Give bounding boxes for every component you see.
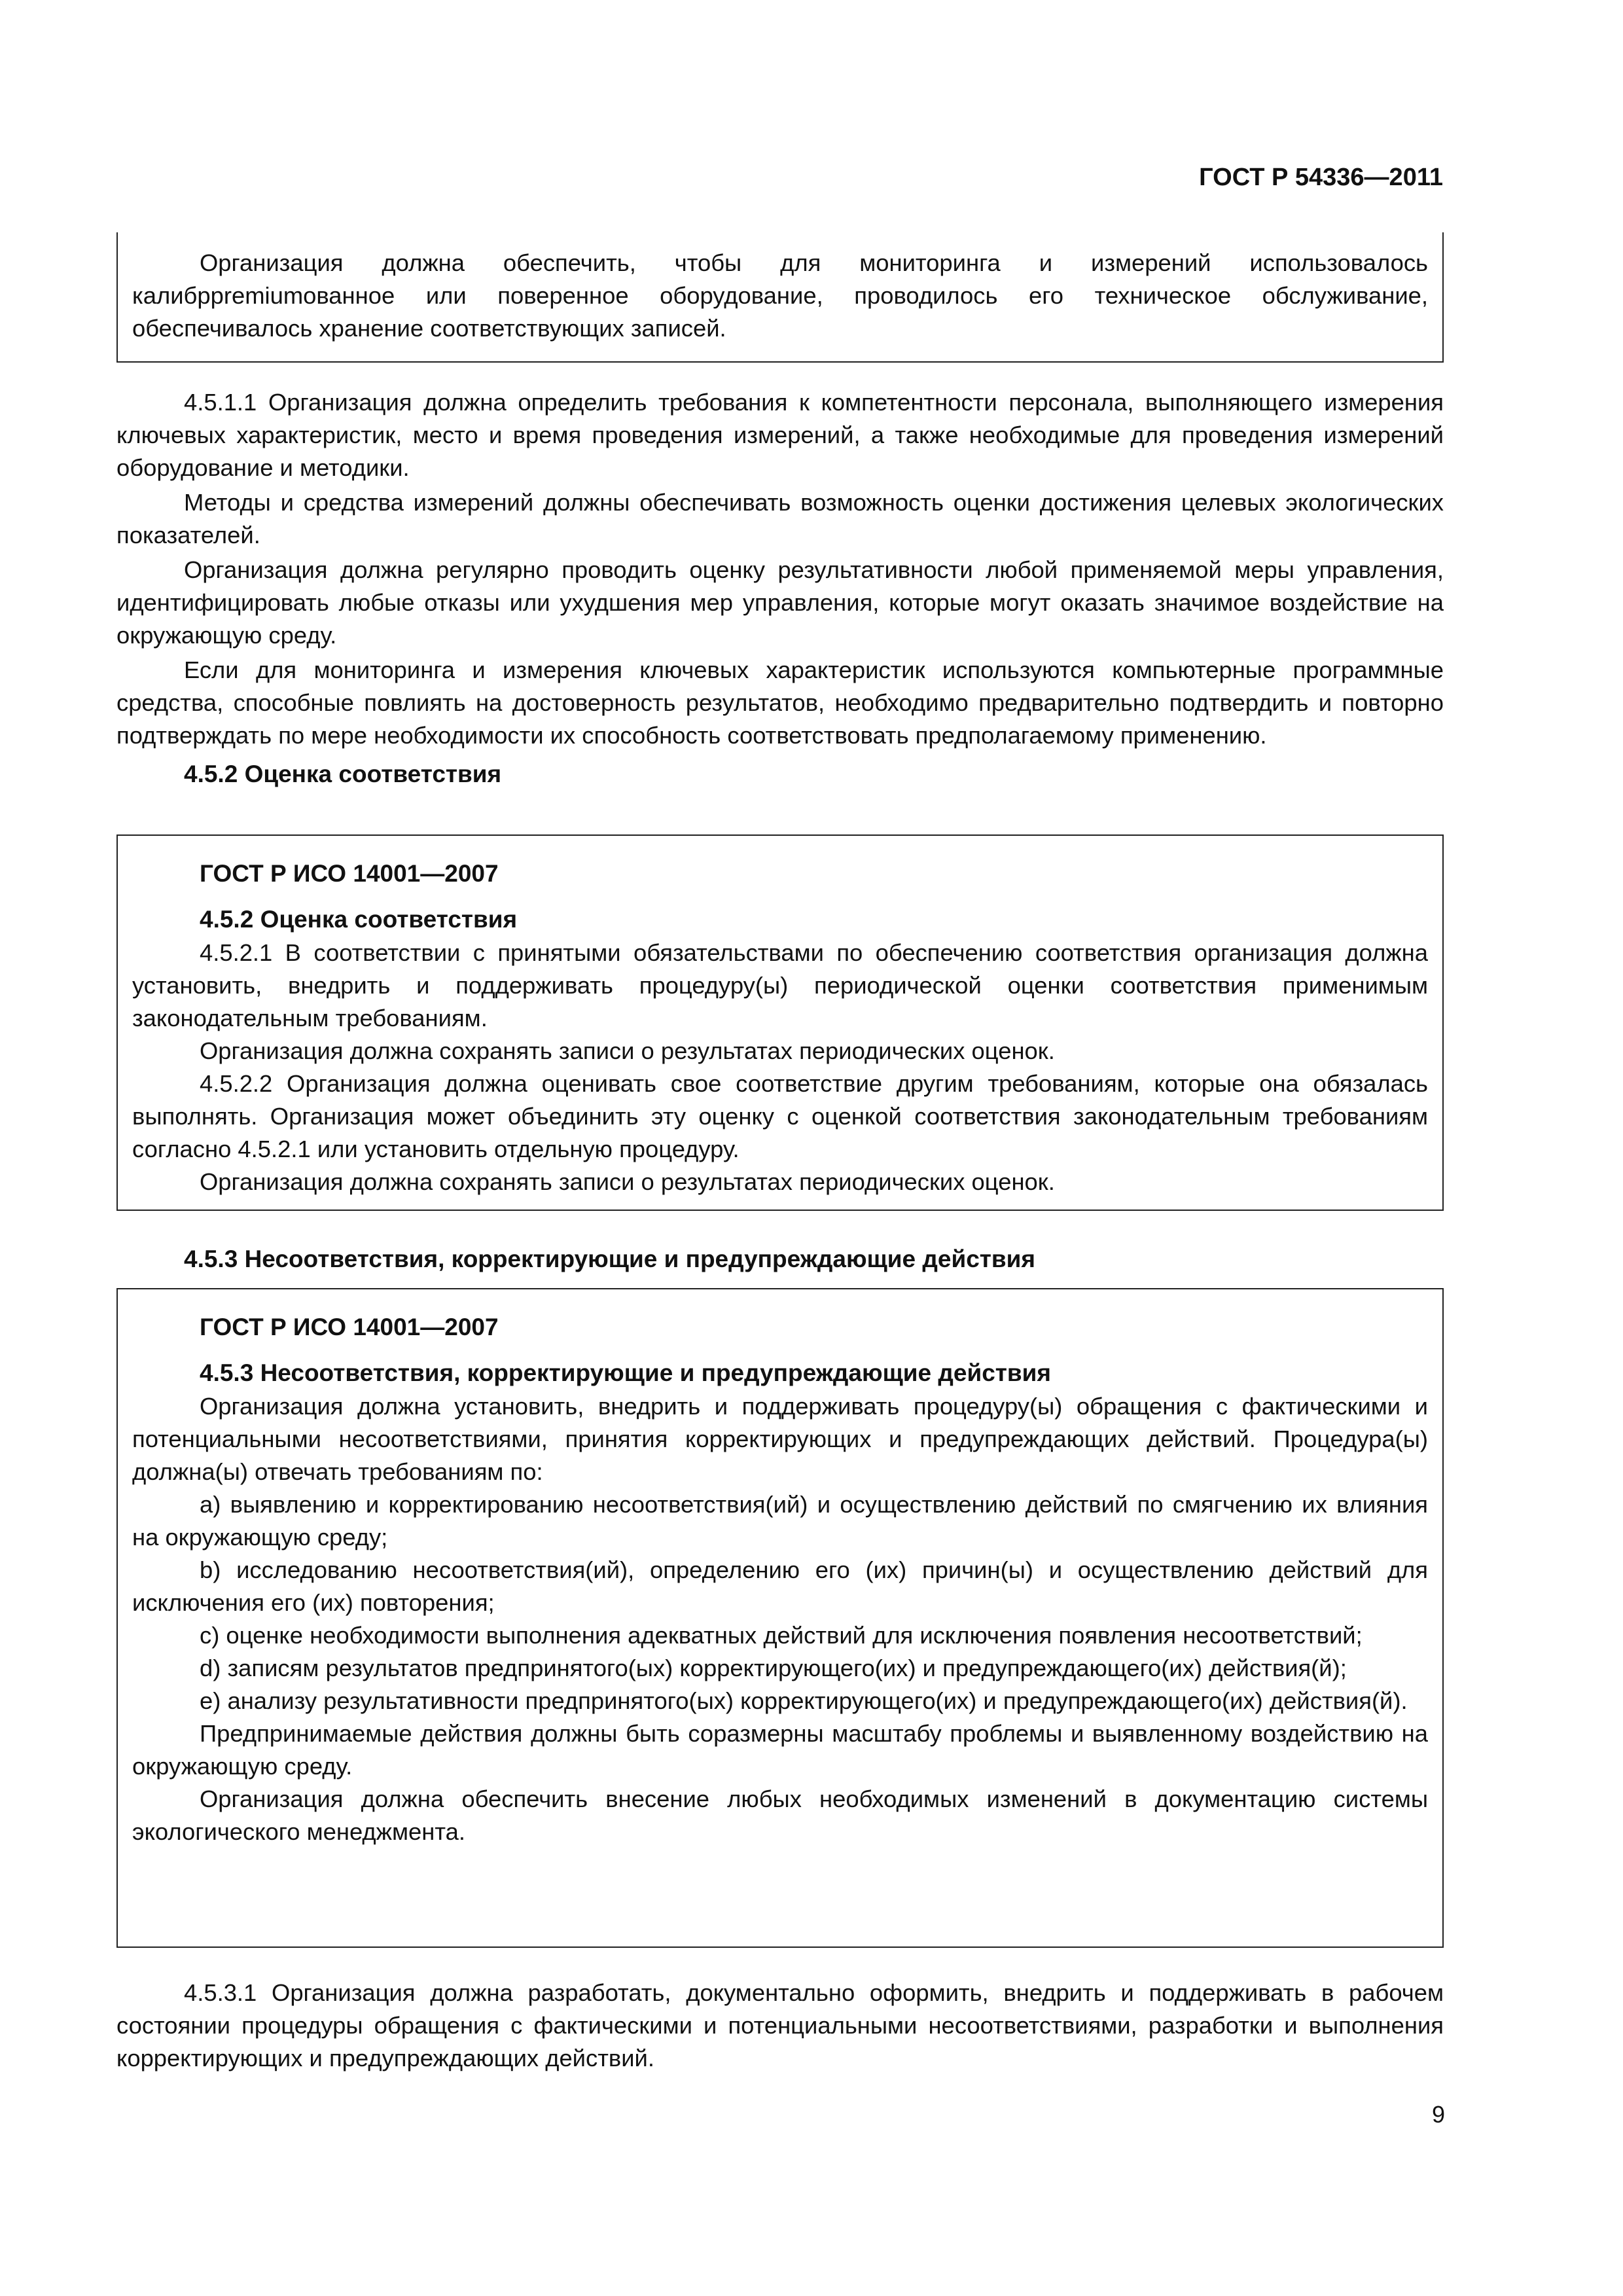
box-paragraph-intro: Организация должна установить, внедрить и поддерживать процедуру(ы) обращения с фактическими и потенциальными несоответствиями, принятия корректирующих и предупреждающих действий. Процедура(ы) должна(ы) отвечать требованиям по: bbox=[132, 1393, 1428, 1485]
quoted-standard-box-4-5-2 bbox=[116, 834, 1444, 1211]
box-paragraph-records-1: Организация должна сохранять записи о результатах периодических оценок. bbox=[200, 1037, 1055, 1064]
list-item-e: e) анализу результативности предпринятого(ых) корректирующего(их) и предупреждающего(их) действия(й). bbox=[200, 1687, 1408, 1714]
box-paragraph: Организация должна обеспечить, чтобы для мониторинга и измерений использовалось калибрpremiumованное или поверенное оборудование, проводилось его техническое обслуживание, обеспечивалось хранение соответствующих записей. bbox=[132, 249, 1428, 342]
box-heading: 4.5.2 Оценка соответствия bbox=[200, 906, 518, 933]
section-4-5-3-title-block bbox=[116, 1242, 1444, 1276]
box-paragraph-4-5-2-2: 4.5.2.2 Организация должна оценивать свое соответствие другим требованиям, которые она обязалась выполнять. Организация может объединить эту оценку с оценкой соответствия законодательным требованиям согласно 4.5.2.1 или установить отдельную процедуру. bbox=[132, 1070, 1428, 1162]
box-paragraph-4-5-2-1: 4.5.2.1 В соответствии с принятыми обязательствами по обеспечению соответствия организация должна установить, внедрить и поддерживать процедуру(ы) периодической оценки соответствия применимым законодательным требованиям. bbox=[132, 939, 1428, 1031]
section-heading-4-5-3: 4.5.3 Несоответствия, корректирующие и предупреждающие действия bbox=[184, 1246, 1035, 1272]
box-standard-title: ГОСТ Р ИСО 14001—2007 bbox=[200, 1314, 499, 1340]
page-number: 9 bbox=[1431, 2101, 1445, 2128]
box-heading: 4.5.3 Несоответствия, корректирующие и предупреждающие действия bbox=[200, 1359, 1051, 1386]
paragraph-4-5-1-1: 4.5.1.1 Организация должна определить требования к компетентности персонала, выполняющего измерения ключевых характеристик, место и время проведения измерений, а также необходимые для проведения измерений оборудование и методики. bbox=[116, 389, 1444, 481]
paragraph-effectiveness: Организация должна регулярно проводить оценку результативности любой применяемой меры управления, идентифицировать любые отказы или ухудшения мер управления, которые могут оказать значимое воздействие на окружающую среду. bbox=[116, 556, 1444, 649]
list-item-b: b) исследованию несоответствия(ий), определению его (их) причин(ы) и осуществлению действий для исключения его (их) повторения; bbox=[132, 1556, 1428, 1616]
paragraph-4-5-3-1: 4.5.3.1 Организация должна разработать, документально оформить, внедрить и поддерживать в рабочем состоянии процедуры обращения с фактическими и потенциальными несоответствиями, разработки и выполнения корректирующих и предупреждающих действий. bbox=[116, 1979, 1444, 2072]
list-item-c: c) оценке необходимости выполнения адекватных действий для исключения появления несоответствий; bbox=[200, 1622, 1363, 1649]
quoted-standard-box-4-5-3 bbox=[116, 1288, 1444, 1948]
box-paragraph-documentation: Организация должна обеспечить внесение любых необходимых изменений в документацию системы экологического менеджмента. bbox=[132, 1785, 1428, 1845]
paragraph-software: Если для мониторинга и измерения ключевых характеристик используются компьютерные программные средства, способные повлиять на достоверность результатов, необходимо предварительно подтвердить и повторно подтверждать по мере необходимости их способность соответствовать предполагаемому применению. bbox=[116, 656, 1444, 749]
list-item-a: a) выявлению и корректированию несоответствия(ий) и осуществлению действий по смягчению их влияния на окружающую среду; bbox=[132, 1491, 1428, 1551]
box-standard-title: ГОСТ Р ИСО 14001—2007 bbox=[200, 860, 499, 887]
box-paragraph-proportional: Предпринимаемые действия должны быть соразмерны масштабу проблемы и выявленному воздействию на окружающую среду. bbox=[132, 1720, 1428, 1780]
paragraph-methods: Методы и средства измерений должны обеспечивать возможность оценки достижения целевых экологических показателей. bbox=[116, 489, 1444, 548]
quoted-standard-box-continued bbox=[116, 232, 1444, 363]
list-item-d: d) записям результатов предпринятого(ых) корректирующего(их) и предупреждающего(их) действия(й); bbox=[200, 1655, 1347, 1681]
document-number-header: ГОСТ Р 54336—2011 bbox=[1199, 164, 1443, 191]
body-section-4-5-3-1 bbox=[116, 1977, 1444, 2075]
box-paragraph-records-2: Организация должна сохранять записи о результатах периодических оценок. bbox=[200, 1168, 1055, 1195]
body-section-4-5-1-1 bbox=[116, 386, 1444, 791]
section-heading-4-5-2: 4.5.2 Оценка соответствия bbox=[184, 761, 502, 787]
